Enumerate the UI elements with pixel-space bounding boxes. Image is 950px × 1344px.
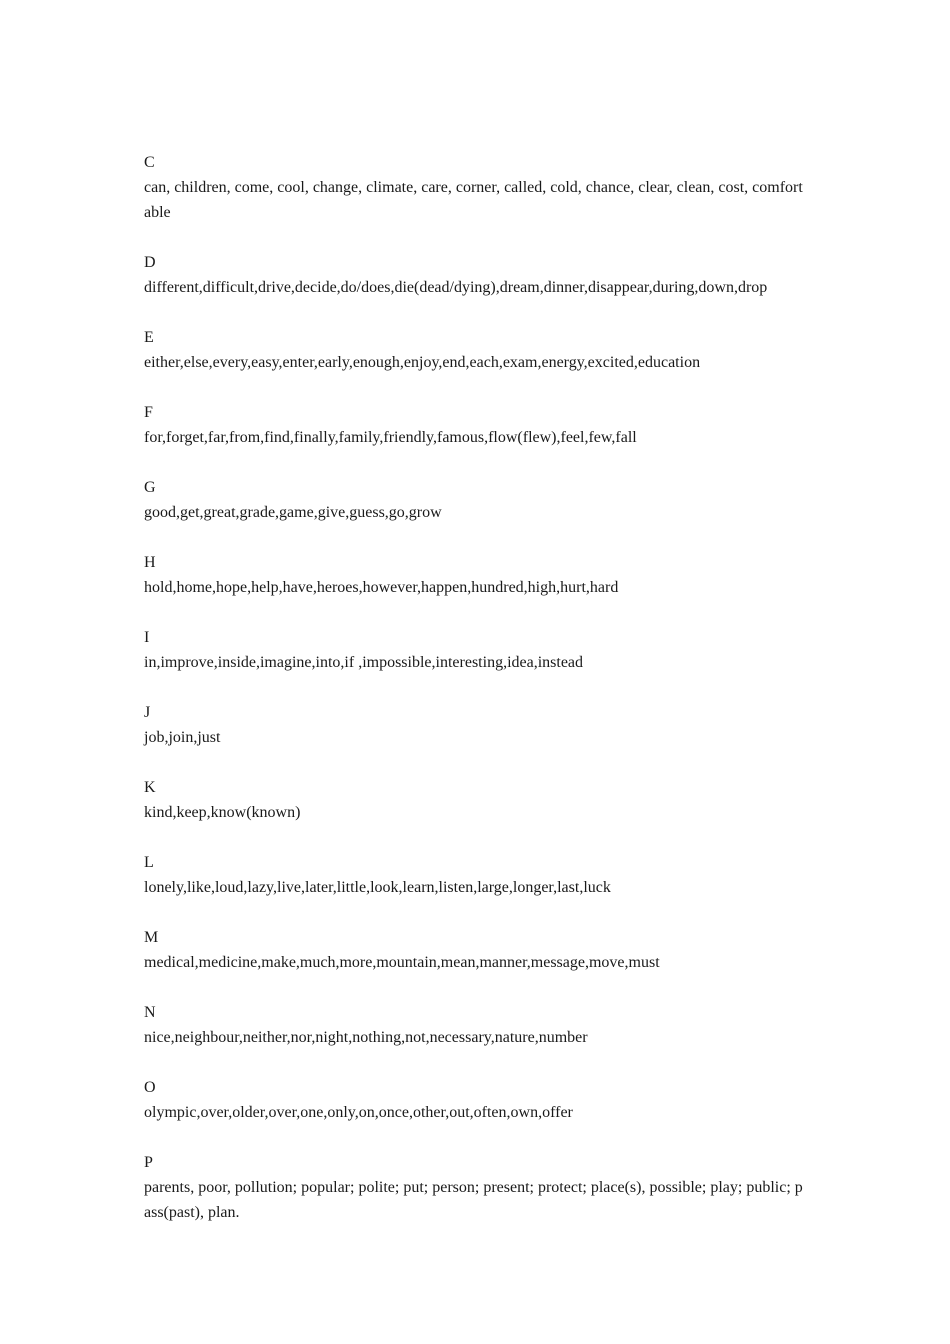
section-g <box>144 475 808 525</box>
section-letter: I <box>144 629 150 646</box>
word-list: parents, poor, pollution; popular; polite; put; person; present; protect; place(s), possible; play; public; pass(past), plan. <box>144 1179 803 1221</box>
section-letter: J <box>144 704 151 721</box>
word-list: job,join,just <box>144 729 221 746</box>
word-list: for,forget,far,from,find,finally,family,friendly,famous,flow(flew),feel,few,fall <box>144 429 637 446</box>
word-list: olympic,over,older,over,one,only,on,once,other,out,often,own,offer <box>144 1104 573 1121</box>
section-letter: O <box>144 1079 156 1096</box>
word-list: good,get,great,grade,game,give,guess,go,grow <box>144 504 442 521</box>
section-h <box>144 550 808 600</box>
section-letter: P <box>144 1154 153 1171</box>
section-letter: C <box>144 154 155 171</box>
section-f <box>144 400 808 450</box>
section-letter: K <box>144 779 156 796</box>
section-c <box>144 150 808 225</box>
section-e <box>144 325 808 375</box>
word-list: kind,keep,know(known) <box>144 804 301 821</box>
section-letter: F <box>144 404 153 421</box>
section-i <box>144 625 808 675</box>
section-d <box>144 250 808 300</box>
section-letter: G <box>144 479 156 496</box>
word-list: hold,home,hope,help,have,heroes,however,happen,hundred,high,hurt,hard <box>144 579 619 596</box>
section-letter: E <box>144 329 154 346</box>
section-n <box>144 1000 808 1050</box>
word-list: in,improve,inside,imagine,into,if ,impossible,interesting,idea,instead <box>144 654 584 671</box>
section-o <box>144 1075 808 1125</box>
word-list: different,difficult,drive,decide,do/does,die(dead/dying),dream,dinner,disappear,during,down,drop <box>144 279 768 296</box>
section-j <box>144 700 808 750</box>
word-list: nice,neighbour,neither,nor,night,nothing,not,necessary,nature,number <box>144 1029 588 1046</box>
document-page <box>144 150 808 1250</box>
section-k <box>144 775 808 825</box>
section-letter: L <box>144 854 154 871</box>
word-list: medical,medicine,make,much,more,mountain,mean,manner,message,move,must <box>144 954 660 971</box>
section-letter: M <box>144 929 159 946</box>
section-p <box>144 1150 808 1225</box>
section-letter: H <box>144 554 156 571</box>
section-m <box>144 925 808 975</box>
section-letter: D <box>144 254 156 271</box>
section-l <box>144 850 808 900</box>
section-letter: N <box>144 1004 156 1021</box>
word-list: lonely,like,loud,lazy,live,later,little,look,learn,listen,large,longer,last,luck <box>144 879 611 896</box>
word-list: either,else,every,easy,enter,early,enough,enjoy,end,each,exam,energy,excited,education <box>144 354 701 371</box>
word-list: can, children, come, cool, change, climate, care, corner, called, cold, chance, clear, clean, cost, comfortable <box>144 179 803 221</box>
